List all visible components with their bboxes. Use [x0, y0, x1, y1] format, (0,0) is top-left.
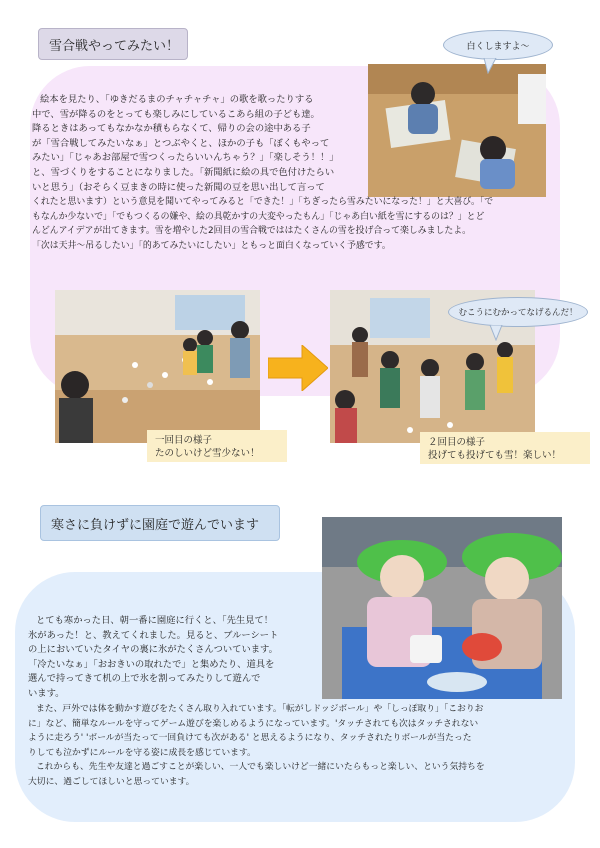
section2-line: に」など、簡単なルールを守ってゲーム遊びを楽しめるようになっています。'タッチされても次はタッチされない: [28, 718, 479, 729]
section1-line: 「次は天井～吊るしたい」「的あてみたいにしたい」ともっと面白くなっていく予感です。: [32, 240, 391, 251]
section1-line: 絵本を見たり、「ゆきだるまのチャチャチャ」の歌を歌ったりする: [40, 94, 314, 105]
section1-title: 雪合戦やってみたい！: [38, 28, 188, 60]
section1-line: が「雪合戦してみたいなぁ」とつぶやくと、ほかの子も「ぼくもやって: [32, 137, 330, 149]
section1-line: 中で、雪が降るのをとっても楽しみにしているこあら組の子ども達。: [32, 108, 320, 120]
section2-line: 大切に、過ごしてほしいと思っています。: [28, 776, 195, 787]
speech-bubble-top: 白くしますよ～: [443, 30, 553, 60]
section1-line: もなんか少ないで」「でもつくるの嫌や、絵の具乾かすの大変やったもん」「じゃあ白い紙を雪にするのは？」とど: [32, 211, 485, 222]
bubble-tail-top: [482, 58, 502, 74]
section2-body-text: [28, 702, 583, 790]
section2-line: 氷があった！と、教えてくれました。見ると、ブルーシート: [28, 629, 279, 641]
section2-title: 寒さに負けずに園庭で遊んでいます: [40, 505, 280, 541]
section2-line: りしても泣かずにルールを守る姿に成長を感じています。: [28, 747, 256, 758]
caption-first: [147, 430, 287, 462]
section2-line: とても寒かった日、朝一番に園庭に行くと、「先生見て！: [36, 615, 274, 626]
photo-first-snowball-fight: [55, 290, 260, 443]
section1-line: と、雪づくりをすることになりました。「新聞紙に絵の具で色付けたらい: [32, 166, 335, 178]
photo-ice-play: [322, 517, 562, 699]
section2-line: ように走ろう' 'ボールが当たって一回負けても次がある' と思えるようになり、タッチされたりボールが当たった: [28, 733, 472, 744]
section2-line: これからも、先生や友達と過ごすことが楽しい、一人でも楽しいけど一緒にいたらもっと楽しい、という気持ちを: [36, 762, 485, 773]
section1-line: みたい」「じゃあお部屋で雪つくったらいいんちゃう？」「楽しそう！！」: [32, 152, 339, 164]
caption-second-title: ２回目の様子: [428, 437, 486, 448]
section2-line: 「冷たいなぁ」「おおきいの取れたで」と集めたり、道具を: [28, 658, 275, 670]
section2-line: 選んで持ってきて机の上で氷を割ってみたりして遊んで: [28, 673, 261, 685]
speech-bubble-mid: むこうにむかってなげるんだ！: [448, 297, 588, 327]
arrow-icon: [268, 345, 328, 391]
caption-second-text: 投げても投げても雪！楽しい！: [428, 450, 562, 461]
section1-line: んどんアイデアが出てきます。雪を増やした2回目の雪合戦でははたくさんの雪を投げ合って楽しみましたよ。: [32, 226, 472, 237]
caption-second: [420, 432, 590, 464]
section2-intro-text: [28, 614, 318, 702]
bubble-tail-mid: [488, 325, 508, 341]
section2-line: の上においていたタイヤの裏に氷がたくさんついています。: [28, 644, 278, 656]
caption-first-text: たのしいけど雪少ない！: [155, 448, 260, 459]
section1-line: くれたと思います）という意見を聞いてやってみると「できた！」「ちぎったら雪みたいになった！」と大喜び。「で: [32, 197, 494, 208]
section1-text: [32, 93, 572, 254]
section1-line: いと思う」（おそらく豆まきの時に使った新聞の豆を思い出して言って: [32, 181, 325, 193]
section2-line: います。: [28, 687, 65, 699]
section1-line: 降るときはあってもなかなか積もらなくて、帰りの会の途中ある子: [32, 123, 311, 135]
caption-first-title: 一回目の様子: [155, 435, 213, 446]
section2-line: また、戸外では体を動かす遊びをたくさん取り入れています。「転がしドッジボール」や「しっぽ取り」「こおりお: [36, 704, 484, 714]
